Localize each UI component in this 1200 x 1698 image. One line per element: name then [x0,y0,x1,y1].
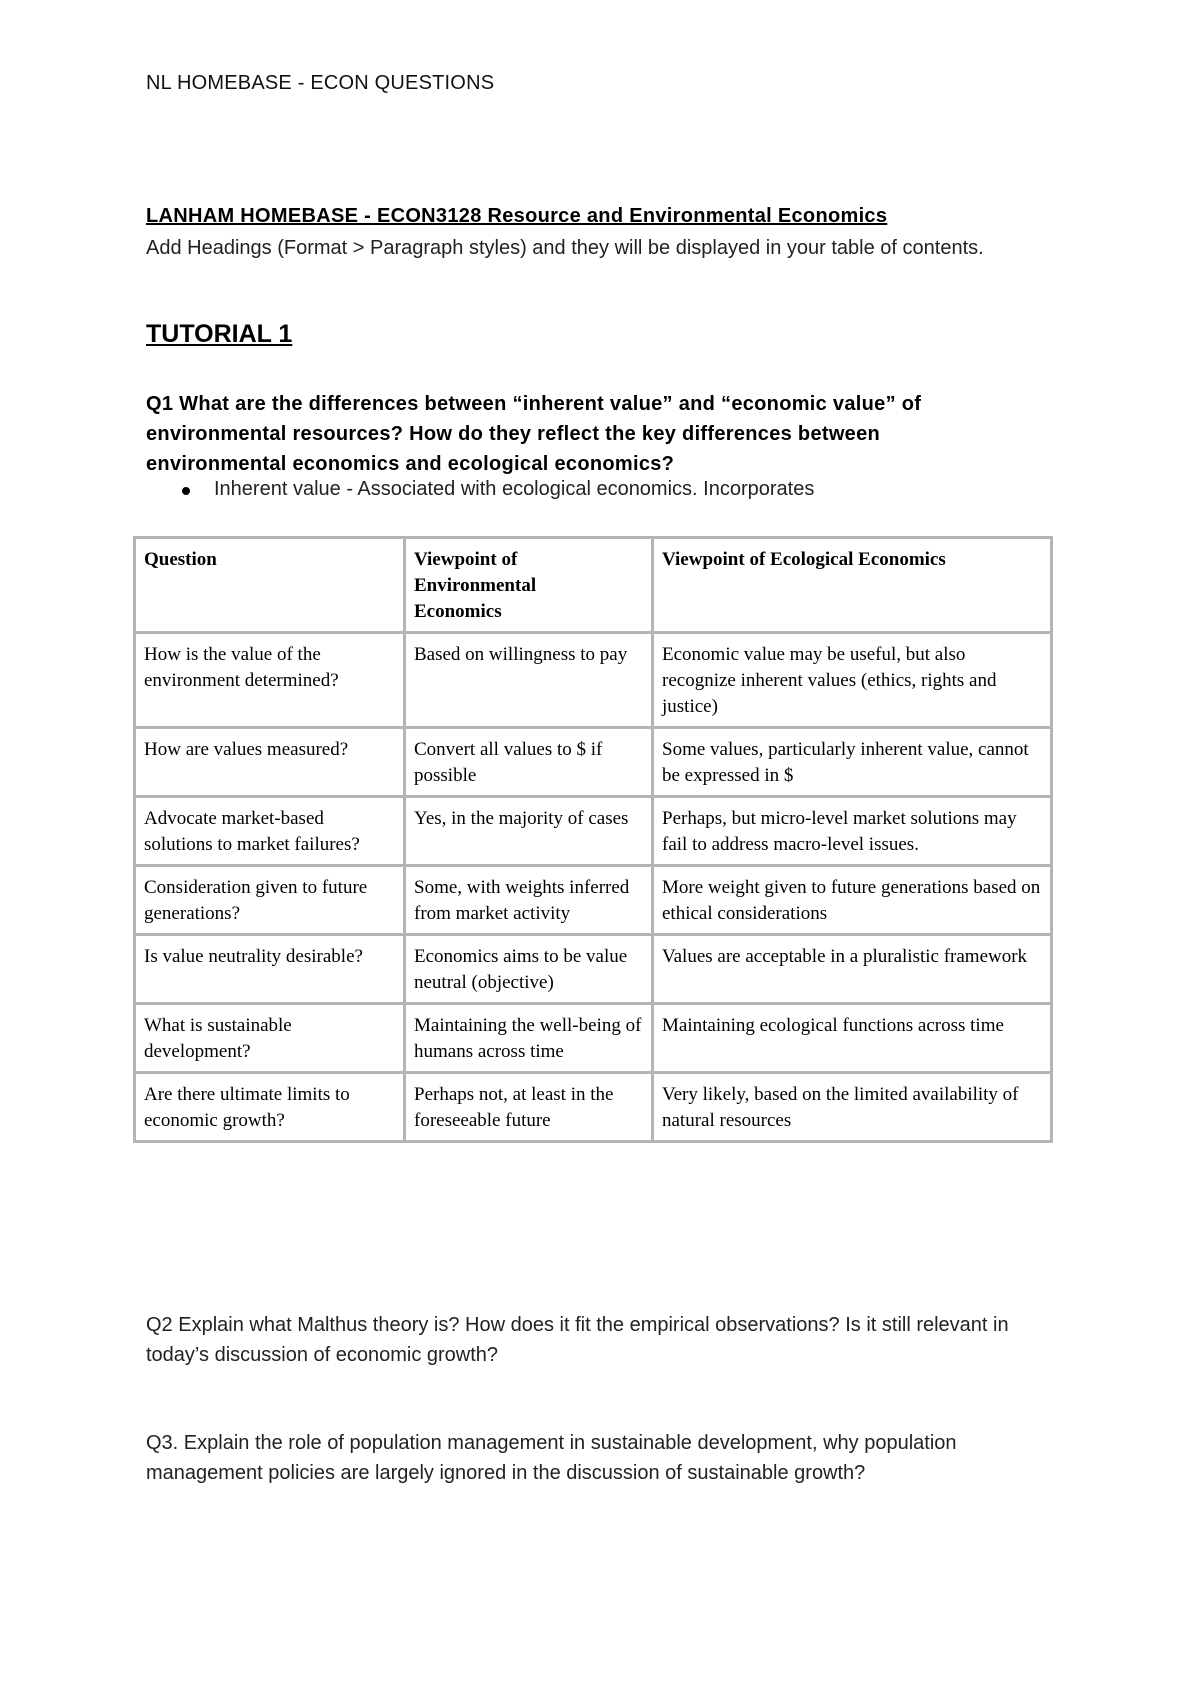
table-cell: Economics aims to be value neutral (objective) [405,935,653,1004]
table-row [135,1004,1052,1073]
table-header-cell: Viewpoint of Ecological Economics [653,538,1052,633]
table-cell: Perhaps not, at least in the foreseeable future [405,1073,653,1142]
table-row [135,797,1052,866]
table-cell: Based on willingness to pay [405,633,653,728]
table-cell: Advocate market-based solutions to market failures? [135,797,405,866]
question-1: Q1 What are the differences between “inherent value” and “economic value” of environmental resources? How do they reflect the key differences between environmental economics and ecological economics? [146,393,922,475]
tutorial-heading: TUTORIAL 1 [146,320,293,348]
intro-text: Add Headings (Format > Paragraph styles) and they will be displayed in your table of contents. [146,237,984,259]
course-title: LANHAM HOMEBASE - ECON3128 Resource and Environmental Economics [146,205,888,227]
table-cell: More weight given to future generations based on ethical considerations [653,866,1052,935]
question-2: Q2 Explain what Malthus theory is? How does it fit the empirical observations? Is it still relevant in today’s discussion of economic growth? [146,1314,1009,1366]
table-row [135,1073,1052,1142]
table-cell: Is value neutrality desirable? [135,935,405,1004]
table-cell: How are values measured? [135,728,405,797]
table-header-cell: Viewpoint of Environmental Economics [405,538,653,633]
table-cell: Consideration given to future generations? [135,866,405,935]
comparison-table [133,536,1053,1143]
table-cell: Maintaining the well-being of humans across time [405,1004,653,1073]
table-cell: Some values, particularly inherent value, cannot be expressed in $ [653,728,1052,797]
table-cell: How is the value of the environment determined? [135,633,405,728]
table-cell: Very likely, based on the limited availability of natural resources [653,1073,1052,1142]
table-cell: Are there ultimate limits to economic growth? [135,1073,405,1142]
bullet-text: Inherent value - Associated with ecological economics. Incorporates [214,478,815,500]
table-cell: Convert all values to $ if possible [405,728,653,797]
table-cell: Some, with weights inferred from market activity [405,866,653,935]
table-row [135,866,1052,935]
table-cell: Perhaps, but micro-level market solutions may fail to address macro-level issues. [653,797,1052,866]
table-cell: Maintaining ecological functions across time [653,1004,1052,1073]
document-header: NL HOMEBASE - ECON QUESTIONS [146,72,495,94]
table-header-cell: Question [135,538,405,633]
table-cell: Economic value may be useful, but also recognize inherent values (ethics, rights and justice) [653,633,1052,728]
table-row [135,728,1052,797]
bullet-list-item [182,478,814,501]
table-header-row [135,538,1052,633]
question-3: Q3. Explain the role of population management in sustainable development, why population management policies are largely ignored in the discussion of sustainable growth? [146,1432,957,1484]
table-row [135,935,1052,1004]
table-cell: Values are acceptable in a pluralistic framework [653,935,1052,1004]
bullet-icon [182,487,190,495]
table-cell: What is sustainable development? [135,1004,405,1073]
table-cell: Yes, in the majority of cases [405,797,653,866]
table-row [135,633,1052,728]
